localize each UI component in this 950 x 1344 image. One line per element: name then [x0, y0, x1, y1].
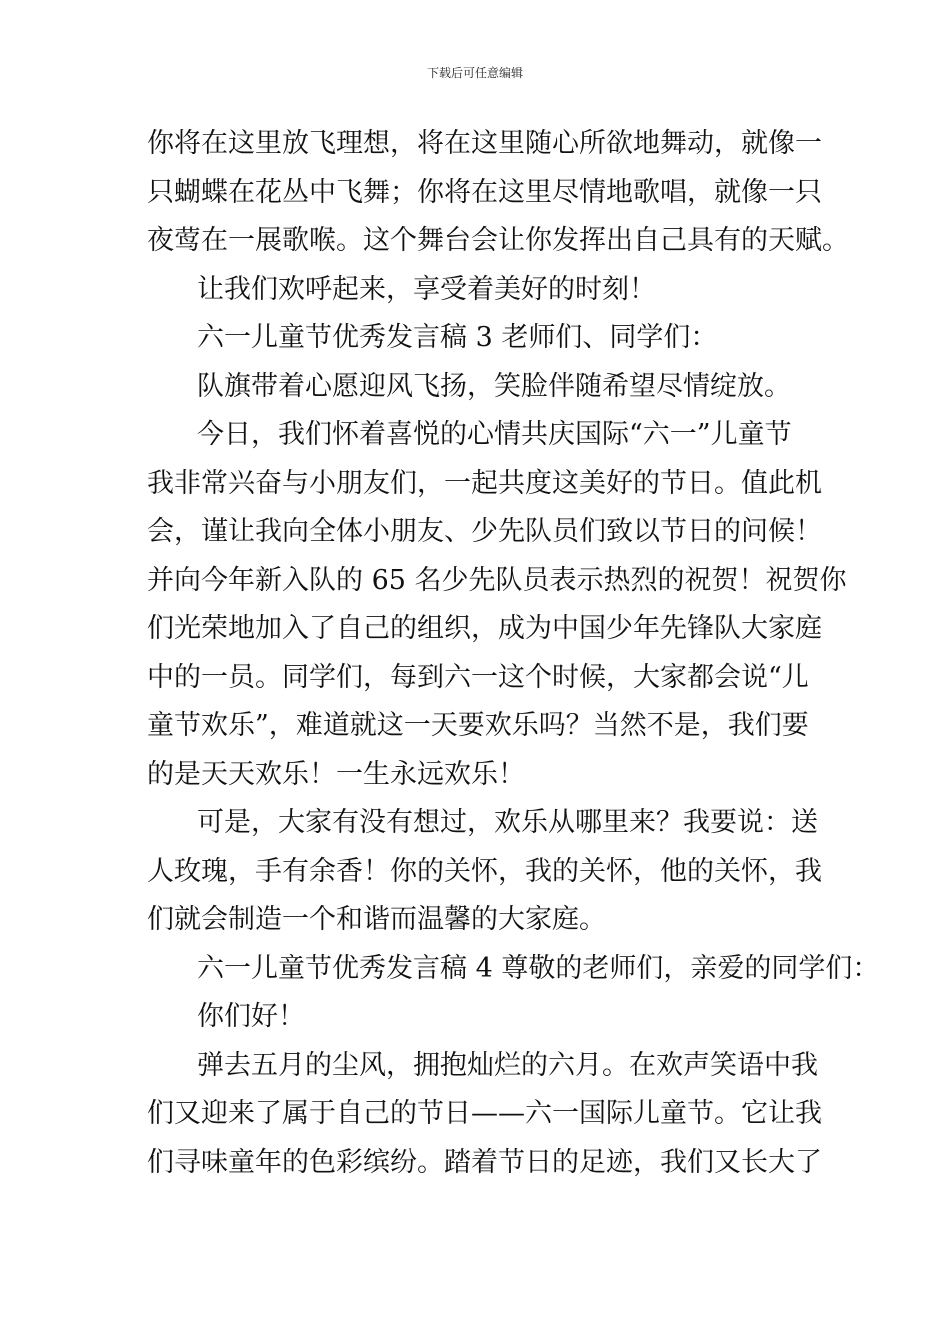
text-line: 中的一员。同学们，每到六一这个时候，大家都会说“儿: [147, 661, 809, 693]
text-line: 今日，我们怀着喜悦的心情共庆国际“六一”儿童节: [197, 419, 792, 450]
text-line: 童节欢乐”，难道就这一天要欢乐吗？当然不是，我们要: [147, 710, 809, 741]
text-line: 可是，大家有没有想过，欢乐从哪里来？我要说：送: [197, 807, 818, 838]
text-line: 的是天天欢乐！一生永远欢乐！: [147, 758, 525, 790]
text-line: 们就会制造一个和谐而温馨的大家庭。: [147, 904, 606, 935]
text-line: 六一儿童节优秀发言稿 4 尊敬的老师们，亲爱的同学们：: [197, 952, 880, 984]
text-line: 让我们欢呼起来，享受着美好的时刻！: [197, 273, 656, 305]
text-line: 会，谨让我向全体小朋友、少先队员们致以节日的问候！: [147, 516, 822, 547]
document-body: [147, 124, 880, 1191]
text-line: 我非常兴奋与小朋友们，一起共度这美好的节日。值此机: [147, 467, 822, 499]
text-line: 们寻味童年的色彩缤纷。踏着节日的足迹，我们又长大了: [147, 1146, 822, 1178]
text-line: 弹去五月的尘风，拥抱灿烂的六月。在欢声笑语中我: [197, 1049, 818, 1081]
text-line: 夜莺在一展歌喉。这个舞台会让你发挥出自己具有的天赋。: [147, 225, 849, 256]
text-line: 只蝴蝶在花丛中飞舞；你将在这里尽情地歌唱，就像一只: [147, 176, 822, 208]
text-line: 你将在这里放飞理想，将在这里随心所欲地舞动，就像一: [147, 128, 822, 159]
text-line: 们又迎来了属于自己的节日——六一国际儿童节。它让我: [147, 1098, 822, 1129]
text-line: 并向今年新入队的 65 名少先队员表示热烈的祝贺！祝贺你: [147, 564, 847, 596]
text-line: 队旗带着心愿迎风飞扬，笑脸伴随希望尽情绽放。: [197, 370, 791, 402]
page-header: 下载后可任意编辑: [426, 66, 523, 80]
text-line: 六一儿童节优秀发言稿 3 老师们、同学们：: [197, 322, 718, 353]
text-line: 们光荣地加入了自己的组织，成为中国少年先锋队大家庭: [147, 613, 822, 644]
text-line: 你们好！: [197, 1001, 305, 1032]
text-line: 人玫瑰，手有余香！你的关怀，我的关怀，他的关怀，我: [147, 855, 822, 887]
